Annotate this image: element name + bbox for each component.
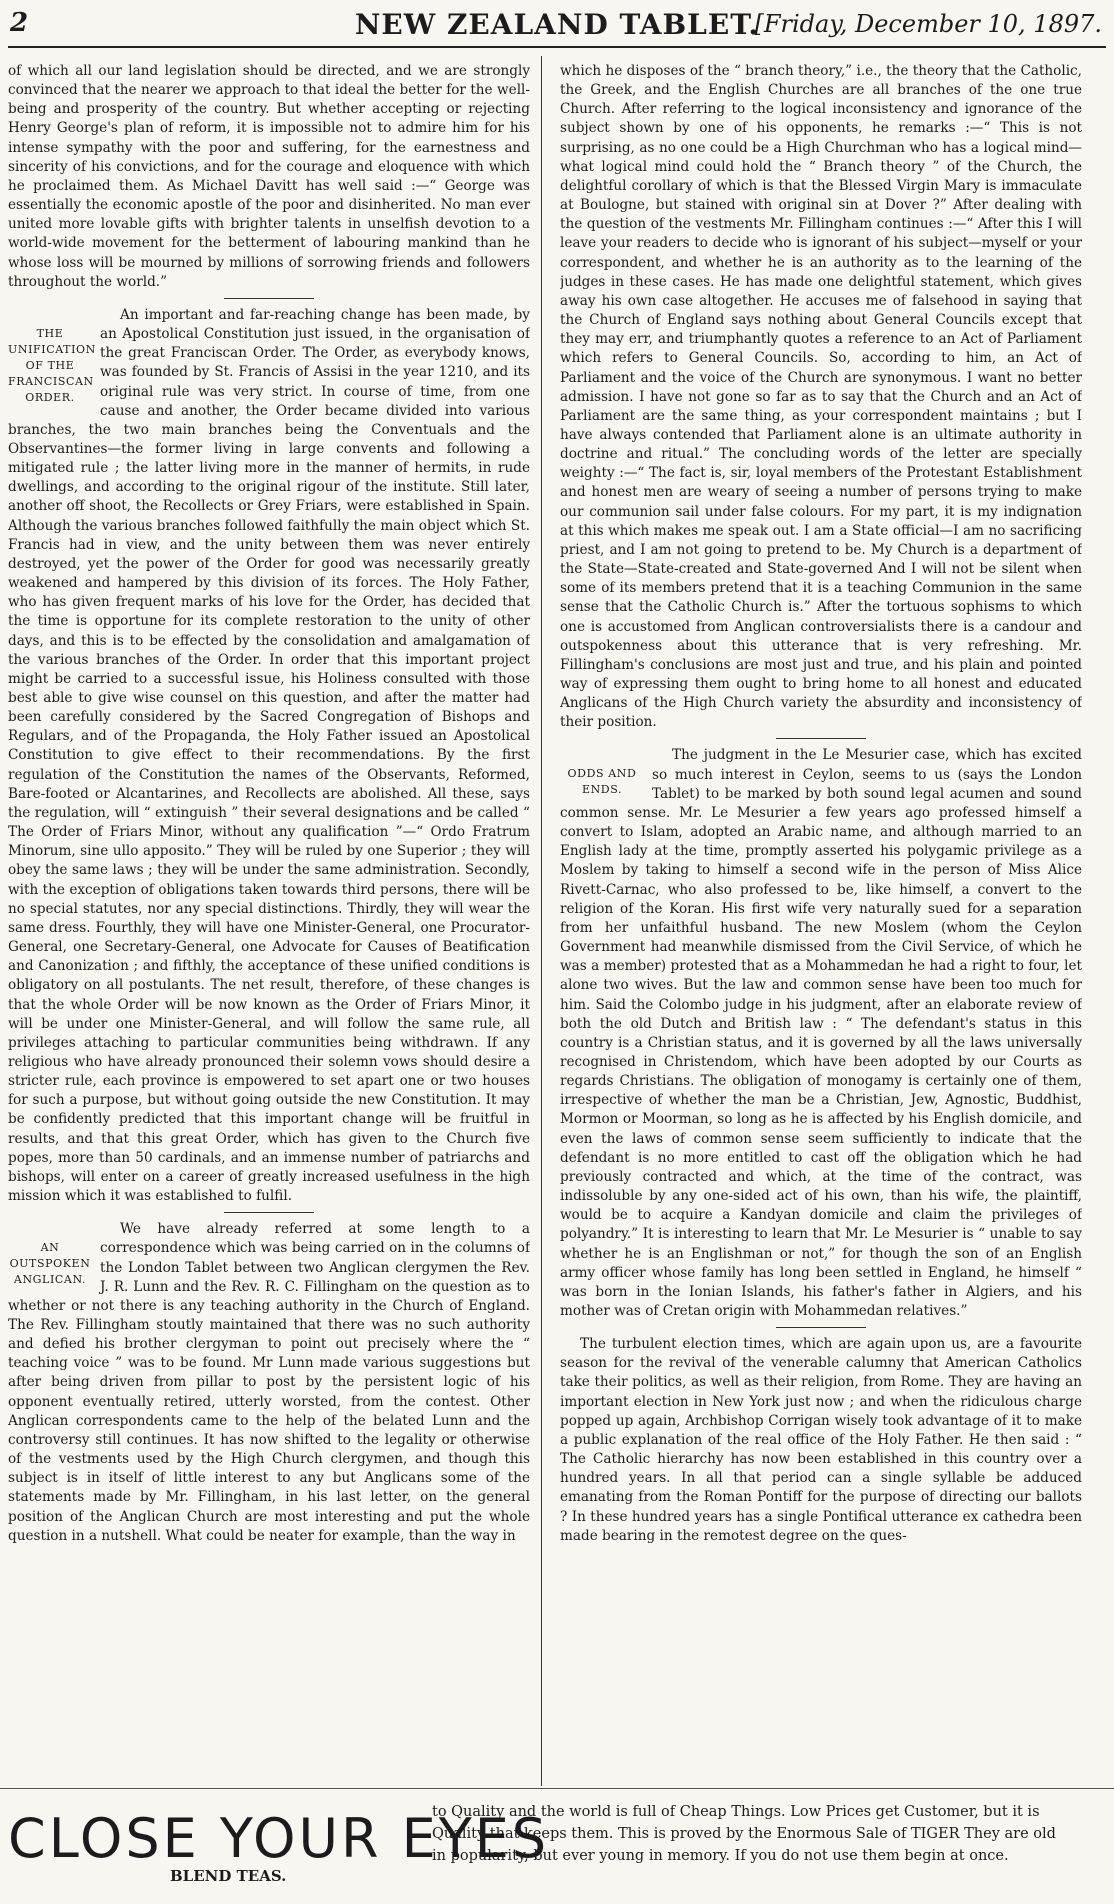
section-rule xyxy=(224,298,314,299)
outspoken-anglican-article: We have already referred at some length to a correspondence which was being carried on in the columns of the London Tablet between two Anglican clergymen the Rev. J. R. Lunn and the Rev. R. C. Fillingham on the question as to whether or not there is any teaching authority in the Church of England. The Rev. Fillingham stoutly maintained that there was no such authority and defied his brother clergyman to point out precisely where the “ teaching voice ” was to be found. Mr Lunn made various suggestions but after being driven from pillar to post by the persistent logic of his opponent eventually retired, utterly worsted, from the contest. Other Anglican correspondents came to the help of the belated Lunn and the controversy still continues. It has now shifted to the legality or otherwise of the vestments used by the High Church clergymen, and though this subject is in itself of little interest to any but Anglicans some of the statements made by Mr. Fillingham, in his last letter, on the general position of the Anglican Church are most interesting and put the whole question in a nutshell. What could be neater for example, than the way in xyxy=(8,1221,530,1544)
outspoken-side-heading: AN OUTSPOKEN ANGLICAN. xyxy=(9,1241,91,1287)
ad-brand: BLEND TEAS. xyxy=(170,1867,287,1885)
odds-side-heading: ODDS AND ENDS. xyxy=(567,767,637,797)
issue-date: [Friday, December 10, 1897. xyxy=(754,10,1102,38)
right-column xyxy=(560,62,1082,1784)
page-number: 2 xyxy=(10,8,29,38)
election-article: The turbulent election times, which are again upon us, are a favourite season for the revival of the venerable calumny that American Catholics take their politics, as well as their religion, from Rome. They are having an important election in New York just now ; and when the ridiculous charge popped up again, Archbishop Corrigan wisely took advantage of it to make a public explanation of the real office of the Holy Father. He then said : “ The Catholic hierarchy has now been established in this country over a hundred years. In all that period can a single syllable be adduced emanating from the Roman Pontiff for the purpose of directing our ballots ? In these hundred years has a single Pontifical utterance ex cathedra been made bearing in the remotest degree on the ques- xyxy=(560,1336,1082,1544)
masthead xyxy=(8,6,1106,48)
ad-copy: to Quality and the world is full of Cheap Things. Low Prices get Customer, but it is Quality that keeps them. This is proved by the Enormous Sale of TIGER They are old in popularity, but ever young in memory. If you do not use them begin at once. xyxy=(432,1804,1056,1864)
section-rule xyxy=(224,1212,314,1213)
left-column xyxy=(8,62,530,1784)
newspaper-title: NEW ZEALAND TABLET. xyxy=(354,8,760,41)
section-rule xyxy=(776,738,866,739)
tea-advertisement xyxy=(0,1788,1114,1904)
column-divider xyxy=(541,56,542,1786)
ad-headline: CLOSE YOUR EYES xyxy=(8,1807,550,1870)
section-rule xyxy=(776,1327,866,1328)
branch-theory-paragraph: which he disposes of the “ branch theory,” i.e., the theory that the Catholic, the Greek, and the English Churches are all branches of the one true Church. After referring to the logical inconsistency and ignorance of the subject shown by one of his opponents, he remarks :—“ This is not surprising, as no one could be a High Churchman who has a logical mind—what logical mind could hold the “ Branch theory ” of the Church, the delightful corollary of which is that the Blessed Virgin Mary is immaculate at Boulogne, but stained with original sin at Dover ?” After dealing with the question of the vestments Mr. Fillingham continues :—“ After this I will leave your readers to decide who is ignorant of his subject—myself or your correspondent, and whether he is an authority as to the learning of the judges in these cases. He has made one delightful statement, which gives away his own case altogether. He accuses me of falsehood in saying that the Church of England says nothing about General Councils except that they may err, and triumphantly quotes a reference to an Act of Parliament which refers to General Councils. So, according to him, an Act of Parliament and the voice of the Church are synonymous. I want no better admission. I have not gone so far as to say that the Church and an Act of Parliament are the same thing, as your correspondent maintains ; but I have always contended that Parliament alone is an ultimate authority in doctrine and ritual.” The concluding words of the letter are specially weighty :—“ The fact is, sir, loyal members of the Protestant Establishment and honest men are weary of seeing a number of persons trying to make our communion sail under false colours. For my part, it is my indignation at this which makes me speak out. I am a State official—I am no sacrificing priest, and I am not going to pretend to be. My Church is a department of the State—State-created and State-governed And I will not be silent when some of its members pretend that it is a teaching Communion in the same sense that the Catholic Church is.” After the tortuous sophisms to which one is accustomed from Anglican controversialists there is a candour and outspokenness about this utterance that is very refreshing. Mr. Fillingham's conclusions are most just and true, and his plain and pointed way of expressing them ought to bring home to all honest and educated Anglicans of the High Church variety the absurdity and inconsistency of their position. xyxy=(560,63,1082,731)
franciscan-article: An important and far-reaching change has been made, by an Apostolical Constitution just issued, in the organisation of the great Franciscan Order. The Order, as everybody knows, was founded by St. Francis of Assisi in the year 1210, and its original rule was very strict. In course of time, from one cause and another, the Order became divided into various branches, the two main branches being the Conventuals and the Observantines—the former living in large convents and following a mitigated rule ; the latter living more in the manner of hermits, in rude dwellings, and according to the original rigour of the institute. Still later, another off shoot, the Recollects or Grey Friars, were established in Spain. Although the various branches followed faithfully the main object which St. Francis had in view, and the unity between them was never entirely destroyed, yet the power of the Order for good was necessarily greatly weakened and hampered by this division of its forces. The Holy Father, who has given frequent marks of his love for the Order, has decided that the time is opportune for its complete restoration to the unity of other days, and this is to be effected by the consolidation and amalgamation of the various branches of the Order. In order that this important project might be carried to a successful issue, his Holiness consulted with those best able to give wise counsel on this question, and after the matter had been carefully considered by the Sacred Congregation of Bishops and Regulars, and of the Propaganda, the Holy Father issued an Apostolical Constitution to give effect to their recommendations. By the first regulation of the Constitution the names of the Observants, Reformed, Bare-footed or Alcantarines, and Recollects are abolished. All these, says the regulation, will “ extinguish ” their several designations and be called “ The Order of Friars Minor, without any qualification ”—“ Ordo Fratrum Minorum, sine ullo apposito.” They will be ruled by one Superior ; they will obey the same laws ; they will be under the same administration. Secondly, with the exception of obligations taken towards third persons, there will be no special statutes, nor any special distinctions. Thirdly, they will wear the same dress. Fourthly, they will have one Minister-General, one Procurator-General, one Secretary-General, one Advocate for Causes of Beatification and Canonization ; and fifthly, the acceptance of these unified conditions is obligatory on all postulants. The net result, therefore, of these changes is that the whole Order will be now known as the Order of Friars Minor, it will be under one Minister-General, and will follow the same rule, all privileges attaching to particular communities being withdrawn. If any religious who have already pronounced their solemn vows should desire a stricter rule, each province is empowered to set apart one or two houses for such a purpose, but without going outside the new Constitution. It may be confidently predicted that this important change will be fruitful in results, and that this great Order, which has given to the Church five popes, more than 50 cardinals, and an immense number of patriarchs and bishops, will enter on a career of greatly increased usefulness in the high mission which it was established to fulfil. xyxy=(8,306,530,1205)
le-mesurier-article: The judgment in the Le Mesurier case, which has excited so much interest in Ceylon, seems to us (says the London Tablet) to be marked by both sound legal acumen and sound common sense. Mr. Le Mesurier a few years ago professed himself a convert to Islam, adopted an Arabic name, and although married to an English lady at the time, promptly asserted his polygamic privilege as a Moslem by taking to himself a second wife in the person of Miss Alice Rivett-Carnac, who also professed to be, like himself, a convert to the religion of the Koran. His first wife very naturally sued for a separation from her unfaithful husband. The new Moslem (whom the Ceylon Government had meanwhile dismissed from the Civil Service, of which he was a member) protested that as a Mohammedan he had a right to four, let alone two wives. But the law and common sense have been too much for him. Said the Colombo judge in his judgment, after an elaborate review of both the old Dutch and British law : “ The defendant's status in this country is a Christian status, and it is governed by all the laws universally recognised in Christendom, which have been adopted by our Courts as regards Christians. The obligation of monogamy is certainly one of them, irrespective of whether the man be a Christian, Jew, Agnostic, Buddhist, Mormon or Moorman, so long as he is affected by his English domicile, and even the laws of common sense seem sufficiently to indicate that the defendant is no more entitled to cast off the obligation which he had previously contracted and which, at the time of the contract, was indissoluble by any one-sided act of his own, than his wife, the plaintiff, would be to acquire a Kandyan domicile and claim the privileges of polyandry.” It is interesting to learn that Mr. Le Mesurier is “ unable to say whether he is an Englishman or not,” for though the son of an English army officer whose family has long been settled in England, he himself “ was born in the Ionian Islands, his father's father in Algiers, and his mother was of Cretan origin with Mohammedan relatives.” xyxy=(560,747,1082,1319)
franciscan-side-heading: THE UNIFICATION OF THE FRANCISCAN ORDER. xyxy=(8,326,96,404)
henry-george-paragraph: of which all our land legislation should be directed, and we are strongly convinced that the nearer we approach to that ideal the better for the well-being and prosperity of the country. But whether accepting or rejecting Henry George's plan of reform, it is impossible not to admire him for his intense sympathy with the poor and suffering, for the earnestness and sincerity of his convictions, and for the courage and eloquence with which he proclaimed them. As Michael Davitt has well said :—“ George was essentially the economic apostle of the poor and disinherited. No man ever united more lovable gifts with brighter talents in unselfish devotion to a world-wide movement for the betterment of labouring mankind than he whose loss will be mourned by millions of sorrowing friends and followers throughout the world.” xyxy=(8,63,530,290)
